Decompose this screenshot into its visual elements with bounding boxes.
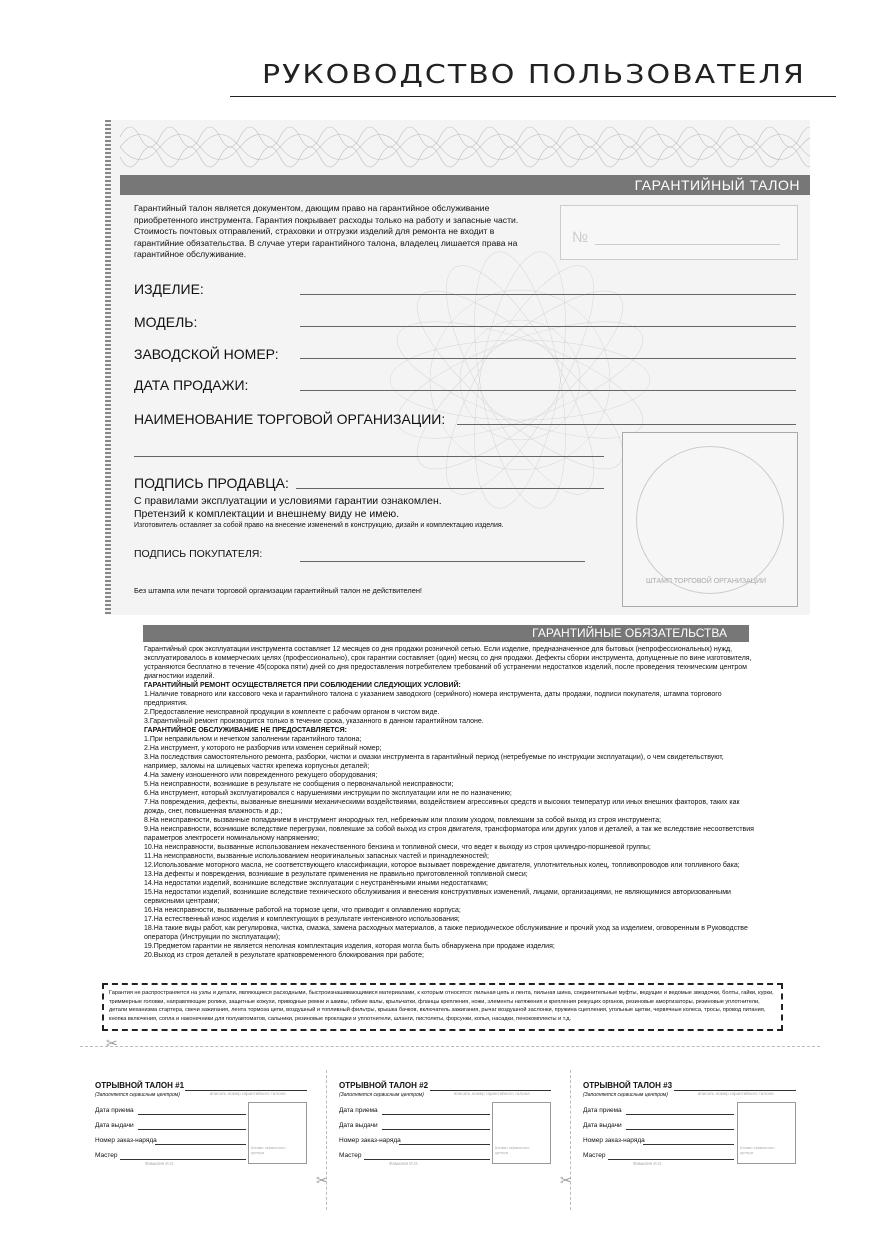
model-line[interactable] bbox=[300, 326, 796, 327]
number-sign: № bbox=[572, 229, 589, 246]
stub-row-line[interactable] bbox=[399, 1144, 490, 1145]
stub-row-label: Дата приема bbox=[95, 1107, 134, 1114]
stub-row-line[interactable] bbox=[382, 1114, 490, 1115]
stub-row-line[interactable] bbox=[364, 1159, 490, 1160]
exclusion-item: 12.Использование моторного масла, не соответствующего классификации, которое вызывает повреждение двигателя, уплотнительных колец, топливопроводов или топливного бака; bbox=[144, 862, 740, 869]
stub-box-label: Штамп сервисного центра bbox=[740, 1145, 775, 1155]
stub-row-label: Дата выдачи bbox=[95, 1122, 134, 1129]
store-line-2[interactable] bbox=[134, 456, 604, 457]
no-stamp-note: Без штампа или печати торговой организации гарантийный талон не действителен! bbox=[134, 586, 422, 595]
stub-row-line[interactable] bbox=[120, 1159, 246, 1160]
stub-note: (Заполняется сервисным центром) bbox=[95, 1092, 180, 1098]
model-label: МОДЕЛЬ: bbox=[134, 314, 198, 330]
card-edge-pattern bbox=[105, 120, 111, 615]
stub-sign: Фамилия И.О. bbox=[389, 1161, 419, 1166]
warranty-number-box bbox=[560, 205, 798, 260]
exclusion-item: 10.На неисправности, вызванные использованием некачественного бензина и топливной смеси, что ведет к выходу из строя цилиндро-поршневой группы; bbox=[144, 844, 651, 851]
vertical-cut-line bbox=[326, 1070, 327, 1210]
stub-sign: Фамилия И.О. bbox=[145, 1161, 175, 1166]
guilloche-pattern bbox=[120, 122, 810, 172]
exclusion-item: 17.На естественный износ изделия и комплектующих в результате интенсивного использования; bbox=[144, 916, 460, 923]
stub-row-label: Номер заказ-наряда bbox=[583, 1137, 645, 1144]
stub-row-line[interactable] bbox=[155, 1144, 246, 1145]
serial-line[interactable] bbox=[300, 358, 796, 359]
title-rule bbox=[230, 96, 836, 97]
condition-item: 2.Предоставление неисправной продукции в комплекте с рабочим органом в чистом виде. bbox=[144, 709, 440, 716]
exclusion-item: 19.Предметом гарантии не является неполная комплектация изделия, которая могла быть обнаружена при продаже изделия; bbox=[144, 943, 555, 950]
scissors-icon: ✂ bbox=[106, 1035, 118, 1051]
stub-hint: вписать номер гарантийного талона bbox=[210, 1091, 286, 1096]
exclusion-item: 16.На неисправности, вызванные работой на тормозе цепи, что приводит к оплавлению корпуса; bbox=[144, 907, 461, 914]
stub-row-label: Дата выдачи bbox=[583, 1122, 622, 1129]
stub-row-label: Дата приема bbox=[583, 1107, 622, 1114]
stub-row-line[interactable] bbox=[643, 1144, 734, 1145]
stamp-label: ШТАМП ТОРГОВОЙ ОРГАНИЗАЦИИ bbox=[646, 578, 767, 585]
exclusion-item: 18.На такие виды работ, как регулировка, чистка, смазка, замена расходных материалов, а также периодическое обслуживание и прочий уход за изделием, оговоренным в Руководстве оператора (Инструкции по эксплуатации); bbox=[144, 925, 748, 941]
stub-row-label: Мастер bbox=[95, 1152, 118, 1159]
agree-text-2: Претензий к комплектации и внешнему виду не имею. bbox=[134, 508, 400, 520]
exclusion-item: 5.На неисправности, возникшие в результате не сообщения о первоначальной неисправности; bbox=[144, 781, 454, 788]
serial-label: ЗАВОДСКОЙ НОМЕР: bbox=[134, 346, 279, 362]
condition-item: 1.Наличие товарного или кассового чека и гарантийного талона с указанием заводского (серийного) номера инструмента, даты продажи, подписи покупателя, штампа торгового предприятия. bbox=[144, 691, 722, 707]
stub-row-line[interactable] bbox=[626, 1114, 734, 1115]
exclusion-item: 3.На последствия самостоятельного ремонта, разборки, чистки и смазки инструмента в гарантийный период (нетребуемые по инструкции эксплуатации), о чем свидетельствуют, например, заломы на шлицевых частях крепежа корпусных деталей; bbox=[144, 754, 724, 770]
stub-row-label: Мастер bbox=[339, 1152, 362, 1159]
exclusion-item: 9.На неисправности, возникшие вследствие перегрузки, повлекшие за собой выход из строя двигателя, трансформатора или других узлов и деталей, а так же вследствие несоответствия параметров электросети номинальному напряжению; bbox=[144, 826, 754, 842]
stub-box-label: Штамп сервисного центра bbox=[251, 1145, 286, 1155]
exclusion-item: 7.На повреждения, дефекты, вызванные внешними механическими воздействиями, воздействием агрессивных средств и высоких температур или иных внешних факторов, таких как дождь, снег, повышенная влажность и др.; bbox=[144, 799, 740, 815]
sale-date-line[interactable] bbox=[300, 390, 796, 391]
rosette-watermark bbox=[380, 240, 660, 520]
product-line[interactable] bbox=[300, 294, 796, 295]
exclusion-item: 1.При неправильном и нечетком заполнении гарантийного талона; bbox=[144, 736, 362, 743]
store-line[interactable] bbox=[457, 424, 796, 425]
exclusion-item: 15.На недостатки изделий, возникшие вследствие технического обслуживания и внесения конструктивных изменений, лицами, организациями, не являющимися авторизованными сервисными центрами; bbox=[144, 889, 731, 905]
store-label: НАИМЕНОВАНИЕ ТОРГОВОЙ ОРГАНИЗАЦИИ: bbox=[134, 411, 446, 427]
exclusion-item: 6.На инструмент, который эксплуатировался с нарушениями инструкции по эксплуатации или не по назначению; bbox=[144, 790, 512, 797]
product-label: ИЗДЕЛИЕ: bbox=[134, 281, 204, 297]
exclusion-item: 2.На инструмент, у которого не разборчив или изменен серийный номер; bbox=[144, 745, 382, 752]
exclusions-heading: ГАРАНТИЙНОЕ ОБСЛУЖИВАНИЕ НЕ ПРЕДОСТАВЛЯЕТСЯ: bbox=[144, 727, 347, 734]
obligations-intro: Гарантийный срок эксплуатации инструмента составляет 12 месяцев со дня продажи розничной сетью. Если изделие, предназначенное для бытовых (непрофессиональных) нужд, эксплуатировалось в коммерческих целях (профессионально), срок гарантии составляет (один) месяц со дня продажи. Дефекты сборки инструмента, допущенные по вине изготовителя, устраняются бесплатно в течение 45(сорока пяти) дней со дня предоставления потребителем требований об устранении недостатков изделий, после проведения техническим центром диагностики изделий. bbox=[144, 646, 752, 680]
stub-row-line[interactable] bbox=[138, 1129, 246, 1130]
stub-row-label: Дата приема bbox=[339, 1107, 378, 1114]
stub-box-label: Штамп сервисного центра bbox=[495, 1145, 530, 1155]
page-title: РУКОВОДСТВО ПОЛЬЗОВАТЕЛЯ bbox=[262, 60, 806, 90]
stub-row-label: Номер заказ-наряда bbox=[95, 1137, 157, 1144]
number-line[interactable] bbox=[595, 244, 780, 245]
stub-hint: вписать номер гарантийного талона bbox=[454, 1091, 530, 1096]
stub-note: (Заполняется сервисным центром) bbox=[339, 1092, 424, 1098]
stub-title: ОТРЫВНОЙ ТАЛОН #2 bbox=[339, 1081, 429, 1090]
stamp-circle bbox=[636, 446, 784, 594]
stub-sign: Фамилия И.О. bbox=[633, 1161, 663, 1166]
exclusion-item: 20.Выход из строя деталей в результате кратковременного блокирования при работе; bbox=[144, 952, 424, 959]
stub-row-label: Мастер bbox=[583, 1152, 606, 1159]
stub-title: ОТРЫВНОЙ ТАЛОН #1 bbox=[95, 1081, 185, 1090]
exclusion-item: 8.На неисправности, вызванные попаданием в инструмент инородных тел, небрежным или плохим уходом, повлекшим за собой выход из строя инструмента; bbox=[144, 817, 662, 824]
exclusion-item: 13.На дефекты и повреждения, возникшие в результате применения не правильно приготовленной топливной смеси; bbox=[144, 871, 528, 878]
stub-note: (Заполняется сервисным центром) bbox=[583, 1092, 668, 1098]
condition-item: 3.Гарантийный ремонт производится только в течение срока, указанного в данном гарантийном талоне. bbox=[144, 718, 484, 725]
warranty-card-band: ГАРАНТИЙНЫЙ ТАЛОН bbox=[120, 175, 810, 195]
scissors-icon: ✂ bbox=[560, 1172, 572, 1188]
manufacturer-note: Изготовитель оставляет за собой право на внесение изменений в конструкцию, дизайн и комплектацию изделия. bbox=[134, 522, 504, 529]
stub-row-line[interactable] bbox=[382, 1129, 490, 1130]
warranty-intro: Гарантийный талон является документом, дающим право на гарантийное обслуживание приобретенного инструмента. Гарантия покрывает расходы только на работу и запасные части. Стоимость почтовых отправлений, страховки и отгрузки изделий для ремонта не входит в гарантийние обязательства. В случае утери гарантийного талона, владелец лишается права на гарантийное обслуживание. bbox=[134, 203, 519, 259]
horizontal-cut-line bbox=[80, 1046, 820, 1047]
sale-date-label: ДАТА ПРОДАЖИ: bbox=[134, 377, 249, 393]
stub-row-label: Номер заказ-наряда bbox=[339, 1137, 401, 1144]
stub-hint: вписать номер гарантийного талона bbox=[698, 1091, 774, 1096]
stub-row-label: Дата выдачи bbox=[339, 1122, 378, 1129]
repair-heading: ГАРАНТИЙНЫЙ РЕМОНТ ОСУЩЕСТВЛЯЕТСЯ ПРИ СОБЛЮДЕНИИ СЛЕДУЮЩИХ УСЛОВИЙ: bbox=[144, 682, 461, 689]
stub-row-line[interactable] bbox=[626, 1129, 734, 1130]
exclusion-item: 11.На неисправности, вызванные использованием неоригинальных запасных частей и принадлежностей; bbox=[144, 853, 489, 860]
obligations-text bbox=[144, 645, 756, 960]
buyer-signature-label: ПОДПИСЬ ПОКУПАТЕЛЯ: bbox=[134, 548, 263, 560]
obligations-band: ГАРАНТИЙНЫЕ ОБЯЗАТЕЛЬСТВА bbox=[143, 625, 749, 642]
stub-title: ОТРЫВНОЙ ТАЛОН #3 bbox=[583, 1081, 673, 1090]
seller-signature-label: ПОДПИСЬ ПРОДАВЦА: bbox=[134, 475, 289, 491]
seller-signature-line[interactable] bbox=[296, 488, 604, 489]
buyer-signature-line[interactable] bbox=[300, 561, 585, 562]
exclusion-item: 14.На недостатки изделий, возникшие вследствие эксплуатации с неустранёнными иными недостатками; bbox=[144, 880, 488, 887]
stub-row-line[interactable] bbox=[608, 1159, 734, 1160]
vertical-cut-line bbox=[570, 1070, 571, 1210]
scissors-icon: ✂ bbox=[316, 1172, 328, 1188]
agree-text-1: С правилами эксплуатации и условиями гарантии ознакомлен. bbox=[134, 495, 442, 507]
exclusion-item: 4.На замену изношенного или поврежденного режущего оборудования; bbox=[144, 772, 378, 779]
stub-row-line[interactable] bbox=[138, 1114, 246, 1115]
consumables-note: Гарантия не распространяется на узлы и детали, являющиеся расходными, быстроизнашивающимися материалами, к которым относятся: пильная цепь и лента, пильная шина, соединительные муфты, ведущие и ведомые звездочки, болты, гайки, курки, триммерные головки, направляющие ролики, защитные кожухи, приводные ремни и шкивы, гибкие валы, крыльчатки, фланцы крепления, ножи, элементы натяжения и крепления режущих органов, резиновые амортизаторы, резиновые уплотнители, детали механизма стартера, свечи зажигания, лента тормоза цепи, воздушный и топливный фильтры, крышка бачков, включатель зажигания, рычаг воздушной заслонки, пружина сцепления, угольные щетки, червячные колеса, тросы, провод питания, кнопка включения, сопла и наконечники для полуавтоматов, сальники, резиновые прокладки и уплотнители, шланги, пистолеты, форсунки, копья, насадки, пенокомплекты и т.д. bbox=[102, 983, 783, 1031]
